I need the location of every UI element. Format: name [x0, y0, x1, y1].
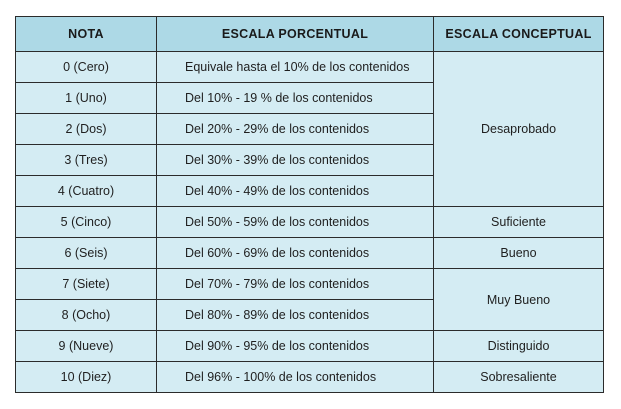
header-escala-conceptual: ESCALA CONCEPTUAL: [434, 17, 604, 52]
escala-cell: Del 40% - 49% de los contenidos: [157, 176, 434, 207]
conceptual-cell-bueno: Bueno: [434, 238, 604, 269]
escala-cell: Del 60% - 69% de los contenidos: [157, 238, 434, 269]
escala-cell: Del 90% - 95% de los contenidos: [157, 331, 434, 362]
escala-cell: Del 80% - 89% de los contenidos: [157, 300, 434, 331]
table-row: [16, 52, 604, 83]
table-row: [16, 238, 604, 269]
nota-cell: 3 (Tres): [16, 145, 157, 176]
conceptual-cell-distinguido: Distinguido: [434, 331, 604, 362]
escala-cell: Del 50% - 59% de los contenidos: [157, 207, 434, 238]
table-row: [16, 331, 604, 362]
escala-cell: Equivale hasta el 10% de los contenidos: [157, 52, 434, 83]
escala-cell: Del 10% - 19 % de los contenidos: [157, 83, 434, 114]
escala-cell: Del 96% - 100% de los contenidos: [157, 362, 434, 393]
conceptual-cell-desaprobado: Desaprobado: [434, 52, 604, 207]
header-escala-porcentual: ESCALA PORCENTUAL: [157, 17, 434, 52]
conceptual-cell-suficiente: Suficiente: [434, 207, 604, 238]
table-row: [16, 269, 604, 300]
conceptual-cell-sobresaliente: Sobresaliente: [434, 362, 604, 393]
nota-cell: 8 (Ocho): [16, 300, 157, 331]
nota-cell: 4 (Cuatro): [16, 176, 157, 207]
nota-cell: 0 (Cero): [16, 52, 157, 83]
table-row: [16, 207, 604, 238]
escala-cell: Del 20% - 29% de los contenidos: [157, 114, 434, 145]
nota-cell: 1 (Uno): [16, 83, 157, 114]
nota-cell: 5 (Cinco): [16, 207, 157, 238]
nota-cell: 9 (Nueve): [16, 331, 157, 362]
nota-cell: 7 (Siete): [16, 269, 157, 300]
escala-cell: Del 30% - 39% de los contenidos: [157, 145, 434, 176]
header-row: [16, 17, 604, 52]
nota-cell: 2 (Dos): [16, 114, 157, 145]
grading-scale-table: [15, 16, 604, 393]
nota-cell: 6 (Seis): [16, 238, 157, 269]
escala-cell: Del 70% - 79% de los contenidos: [157, 269, 434, 300]
nota-cell: 10 (Diez): [16, 362, 157, 393]
header-nota: NOTA: [16, 17, 157, 52]
conceptual-cell-muy-bueno: Muy Bueno: [434, 269, 604, 331]
table-row: [16, 362, 604, 393]
